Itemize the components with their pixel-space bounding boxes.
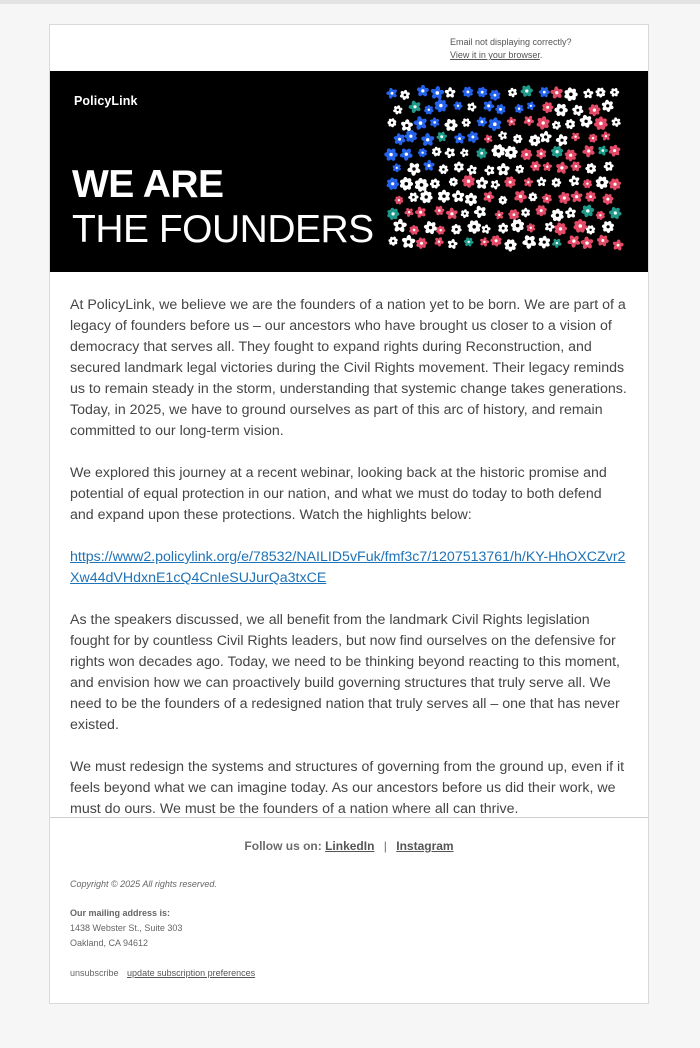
body-paragraph-1: At PolicyLink, we believe we are the founders of a nation yet to be born. We are part of a legacy of founders before us – our ancestors who have brought us closer to a vision of democracy that serves all. They fought to expand rights during Reconstruction, and secured landmark legal victories during the Civil Rights movement. Their legacy reminds us to remain steady in the storm, understanding that systemic change takes generations. Today, in 2025, we have to ground ourselves as part of this arc of history, and remain committed to our long-term vision. [70,297,627,439]
flower-mark [601,131,611,141]
flower-mark [415,237,427,249]
flower-mark [386,207,399,220]
flower-mark [593,116,608,130]
flower-mark [536,116,550,130]
flower-mark [481,224,491,234]
flower-mark [520,85,533,98]
flower-mark [612,239,624,251]
flower-mark [581,204,595,218]
policylink-logo: PolicyLink [74,94,138,108]
flower-mark [585,191,597,202]
flower-mark [583,88,594,99]
flower-mark [544,221,555,232]
flower-mark [507,117,517,127]
preheader-text: Email not displaying correctly? [450,37,572,47]
flower-mark [556,134,569,147]
flower-mark [523,177,533,187]
flower-mark [423,160,435,172]
flower-mark [539,86,550,98]
flower-mark [526,223,536,233]
flower-mark [495,104,506,115]
flower-mark [609,206,622,219]
footer [70,877,628,981]
flower-mark [558,191,571,204]
flower-mark [409,225,420,236]
flower-mark [585,163,596,175]
flower-mark [489,89,501,101]
unsubscribe-row [70,966,628,981]
flower-mark [404,207,414,217]
view-in-browser-link[interactable]: View it in your browser [450,50,540,60]
flower-mark [392,163,401,172]
flower-mark [399,147,413,160]
flower-mark [597,234,609,247]
flower-mark [490,179,500,189]
flower-mark [494,210,504,220]
flower-mark [436,225,446,235]
flower-mark [595,87,606,98]
flower-mark [598,145,608,156]
flower-mark [595,176,609,190]
flower-mark [565,119,576,130]
flower-mark [445,207,458,220]
footer-divider [50,817,648,818]
flower-mark [387,118,397,128]
flower-mark [535,205,547,217]
flower-mark [447,239,458,250]
flower-mark [430,86,445,100]
flower-mark [579,114,593,128]
flower-mark [483,100,495,112]
flower-mark [511,218,525,232]
link-separator: | [383,839,387,853]
linkedin-link[interactable]: LinkedIn [325,839,375,853]
flower-mark [496,163,510,176]
flower-mark [414,177,429,192]
flower-mark [451,224,462,235]
flower-mark [484,134,493,143]
flower-mark [564,87,578,102]
flower-mark [608,144,621,157]
flower-mark [416,85,429,97]
unsubscribe-link[interactable]: unsubscribe [70,968,119,978]
flower-mark [567,234,581,247]
flower-field-illustration [384,85,624,255]
flower-mark [444,147,455,158]
flower-mark [464,193,478,206]
flower-mark [462,174,476,188]
flower-mark [474,205,487,219]
flower-mark [386,177,399,190]
top-bar [0,0,700,4]
flower-mark [394,196,403,205]
flower-mark [582,144,595,157]
flower-mark [608,178,621,191]
flower-mark [467,219,482,233]
mailing-address [70,906,628,951]
flower-mark [552,238,563,248]
flower-mark [602,220,615,233]
flower-mark [610,87,619,97]
flower-mark [513,134,523,144]
flower-mark [554,222,568,236]
flower-mark [413,116,427,131]
flower-mark [430,178,441,189]
flower-mark [483,191,495,203]
flower-mark [573,219,588,233]
flower-mark [508,209,520,221]
flower-mark [436,131,447,142]
flower-mark [542,101,554,113]
flower-mark [571,132,581,141]
flower-mark [462,86,474,98]
flower-mark [586,225,596,235]
flower-mark [401,235,416,249]
flower-mark [431,146,441,156]
flower-mark [526,101,535,110]
flower-mark [551,177,561,187]
flower-mark [434,205,444,216]
flower-mark [504,176,516,188]
follow-us-row [50,839,648,853]
flower-mark [530,160,541,171]
flower-mark [453,162,464,173]
flower-mark [393,218,408,233]
flower-mark [384,147,398,161]
flower-mark [504,238,517,251]
flower-mark [399,90,410,101]
flower-mark [393,133,406,146]
flower-mark [407,162,421,176]
flower-mark [475,177,489,190]
flower-mark [477,87,488,98]
flower-mark [467,165,478,176]
address-line-1: 1438 Webster St., Suite 303 [70,923,183,933]
headline-the-founders: THE FOUNDERS [72,208,374,251]
flower-mark [536,148,547,159]
flower-mark [536,177,547,187]
email-body [70,295,628,841]
flower-mark [539,131,552,144]
flower-mark [399,177,413,191]
flower-mark [437,190,451,203]
flower-mark [582,179,592,189]
flower-mark [480,237,490,247]
flower-mark [596,210,606,220]
flower-mark [529,134,542,147]
copyright-text: Copyright © 2025 All rights reserved. [70,879,217,889]
flower-mark [462,118,471,128]
flower-mark [444,118,458,132]
flower-mark [434,237,444,247]
flower-mark [542,162,552,172]
flower-mark [498,195,507,204]
flower-mark [460,209,469,218]
flower-mark [570,161,581,172]
flower-mark [580,236,594,250]
flower-mark [452,190,465,203]
flower-mark [429,117,439,127]
webinar-highlights-link[interactable]: https://www2.policylink.org/e/78532/NAILID5vFuk/fmf3c7/1207513761/h/KY-HhOXCZvr2Xw44dVHdxnE1cQ4CnIeSUJurQa3txCE [70,549,626,586]
flower-mark [434,98,448,112]
body-paragraph-3: As the speakers discussed, we all benefit from the landmark Civil Rights legislation fought for by countless Civil Rights leaders, but now find ourselves on the defensive for rights won decades ago. Today, we need to be thinking beyond reacting to this moment, and envision how we can proactively build governing structures that truly serve all. We need to be the founders of a redesigned nation that truly serves all – one that has never existed. [70,612,620,733]
flower-mark [528,192,538,202]
flower-mark [498,223,509,234]
flower-mark [453,101,463,111]
preheader-suffix: . [539,50,543,60]
update-preferences-link[interactable]: update subscription preferences [127,968,256,978]
flower-mark [601,99,614,112]
flower-mark [438,164,449,174]
flower-mark [507,88,517,98]
flower-mark [476,147,488,159]
flower-mark [588,104,601,117]
flower-mark [467,131,480,144]
flower-mark [409,100,422,114]
flower-mark [602,193,614,205]
flower-mark [538,236,551,249]
flower-mark [504,145,518,159]
flower-mark [554,103,568,117]
body-paragraph-2: We explored this journey at a recent webinar, looking back at the historic promise and potential of equal protection in our nation, and what we must do today to both defend and expand upon these protections. Watch the highlights below: [70,465,607,523]
flower-mark [555,161,568,174]
flower-mark [565,207,577,219]
flower-mark [514,104,524,114]
flower-mark [551,208,565,222]
flower-mark [388,236,398,246]
hero-banner [50,71,648,272]
flower-mark [550,86,563,99]
preheader [450,36,640,62]
flower-mark [415,206,427,218]
flower-mark [424,105,434,115]
flower-mark [570,190,583,203]
flower-mark [522,234,537,249]
flower-mark [611,117,621,127]
instagram-link[interactable]: Instagram [396,839,454,853]
flower-mark [418,148,428,158]
flower-mark [515,164,525,174]
flower-mark [484,165,495,176]
flower-mark [498,131,507,141]
flower-mark [491,144,506,159]
flower-mark [488,117,503,131]
flower-mark [541,193,552,204]
body-paragraph-4: We must redesign the systems and structures of governing from the ground up, even if it feels beyond what we can imagine today. As our ancestors before us did their work, we must do ours. We must be the founders of a nation where all can thrive. [70,759,625,817]
flower-mark [552,120,562,130]
flower-mark [520,148,533,161]
flower-mark [476,116,487,127]
flower-mark [404,129,417,142]
flower-mark [408,192,419,203]
flower-mark [551,145,564,158]
flower-mark [449,177,458,187]
flower-mark [419,190,433,204]
flower-mark [464,237,474,247]
flower-mark [572,104,584,116]
flower-mark [393,105,403,115]
flower-mark [460,148,469,157]
flower-mark [564,149,577,162]
flower-mark [423,220,437,234]
flower-mark [421,133,435,147]
flower-mark [569,175,581,187]
follow-us-label: Follow us on: [244,839,322,853]
flower-mark [467,102,477,112]
flower-mark [490,235,502,247]
email-container [49,24,649,1004]
flower-mark [588,133,598,143]
address-line-2: Oakland, CA 94612 [70,938,149,948]
mailing-address-label: Our mailing address is: [70,908,171,918]
headline-we-are: WE ARE [72,163,224,206]
flower-mark [454,133,466,145]
flower-mark [603,161,613,172]
flower-mark [386,87,397,99]
flower-mark [513,190,527,204]
flower-mark [444,87,456,98]
flower-mark [523,115,534,126]
flower-mark [521,208,531,218]
